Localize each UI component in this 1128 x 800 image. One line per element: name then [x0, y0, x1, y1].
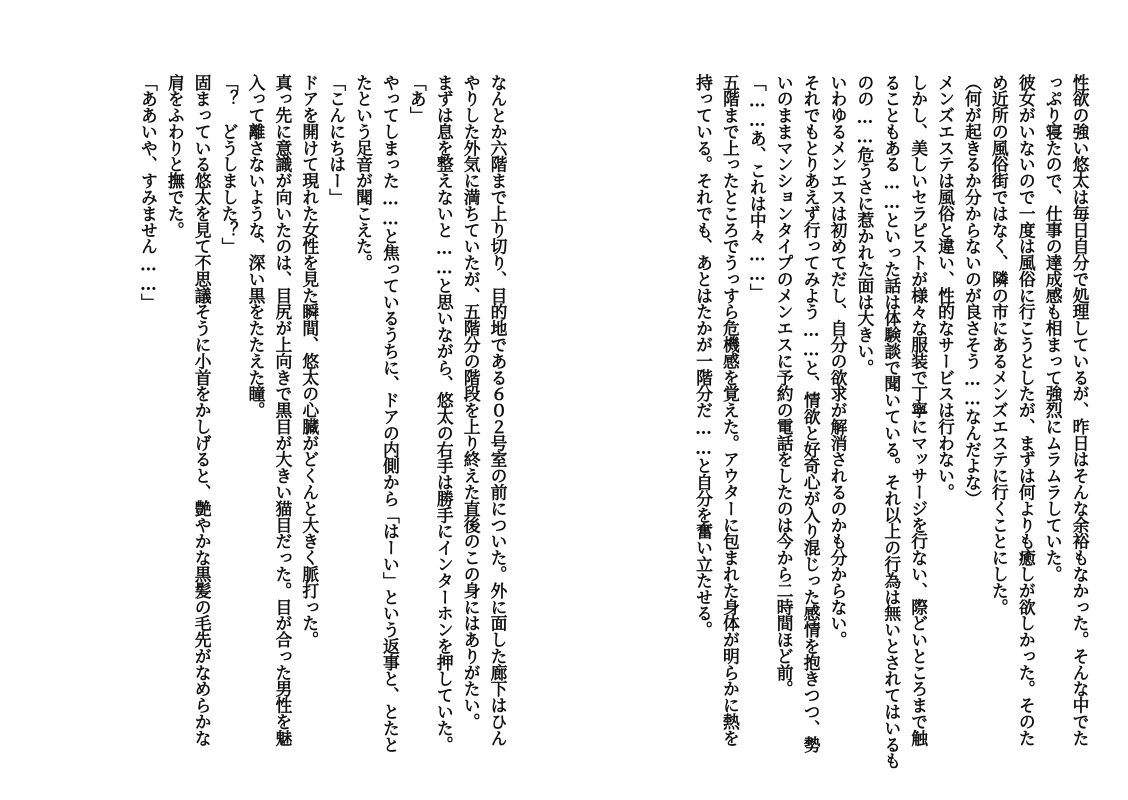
- text-line: のの……危うさに惹かれた面は大きい。: [854, 74, 875, 376]
- text-line: 「？ どうしました？」: [219, 74, 240, 255]
- text-line: 真っ先に意識が向いたのは、目尻が上向きで黒目が大きい猫目だった。目が合った男性を魅: [272, 74, 293, 746]
- text-line: いのままマンションタイプのメンエスに予約の電話をしたのは今から二時間ほど前。: [774, 74, 795, 697]
- text-line: 肩をふわりと撫でた。: [165, 74, 186, 238]
- text-line: 「あ」: [407, 74, 428, 124]
- left-page: [56, 74, 508, 754]
- text-line: しかし、美しいセラピストが様々な服装で丁寧にマッサージを行ない、際どいところまで触: [908, 74, 929, 746]
- text-line: 彼女がいないので一度は風俗に行こうとしたが、まずは何よりも癒しが欲しかった。そのた: [1016, 74, 1037, 746]
- text-line: ドアを開けて現れた女性を見た瞬間、悠太の心臓がどくんと大きく脈打った。: [299, 74, 320, 648]
- text-line: 五階まで上ったところでうっすら危機感を覚えた。アウターに包まれた身体が明らかに熱を: [720, 74, 741, 746]
- text-line: それでもとりあえず行ってみよう……と、情欲と好奇心が入り混じった感情を抱きつつ、勢: [801, 74, 822, 753]
- text-line: なんとか六階まで上り切り、目的地である６０２号室の前についた。外に面した廊下はひん: [488, 74, 508, 746]
- text-line: ることもある……といった話は体験談で聞いている。それ以上の行為は無いとされてはいるも: [881, 74, 902, 769]
- text-line: メンズエステは風俗と違い、性的なサービスは行わない。: [935, 74, 956, 501]
- text-line: まずは息を整えないと……と思いながら、悠太の右手は勝手にインターホンを押していた。: [434, 74, 455, 753]
- text-line: 「ああいや、すみません……」: [138, 74, 159, 310]
- text-line: 入って離さないような、深い黒をたたえた瞳。: [245, 74, 266, 419]
- text-line: やりした外気に満ちていたが、五階分の階段を上り終えた直後のこの身にはありがたい。: [461, 74, 482, 730]
- text-line: いわゆるメンエスは初めてだし、自分の欲求が解消されるのかも分からない。: [827, 74, 848, 648]
- text-line: やってしまった……と焦っているうちに、ドアの内側から「はーい」という返事と、とたと: [380, 74, 401, 753]
- text-line: 固まっている悠太を見て不思議そうに小首をかしげると、艶やかな黒髪の毛先がなめらかな: [192, 74, 213, 746]
- text-line: 「……あ、これは中々……」: [747, 74, 768, 300]
- right-page: [638, 74, 1090, 769]
- text-line: 性欲の強い悠太は毎日自分で処理しているが、昨日はそんな余裕もなかった。そんな中でた: [1070, 74, 1090, 746]
- text-line: 「こんにちはー」: [326, 74, 347, 206]
- text-line: 持っている。それでも、あとはたかが一階分だ……と自分を奮い立たせる。: [693, 74, 714, 638]
- text-line: っぷり寝たので、仕事の達成感も相まって強烈にムラムラしていた。: [1043, 74, 1064, 583]
- text-line: め近所の風俗街ではなく、隣の市にあるメンズエステに行くことにした。: [989, 74, 1010, 615]
- text-line: （何が起きるか分からないのが良さそう……なんだよな）: [962, 74, 983, 507]
- text-line: たという足音が聞こえた。: [353, 74, 374, 271]
